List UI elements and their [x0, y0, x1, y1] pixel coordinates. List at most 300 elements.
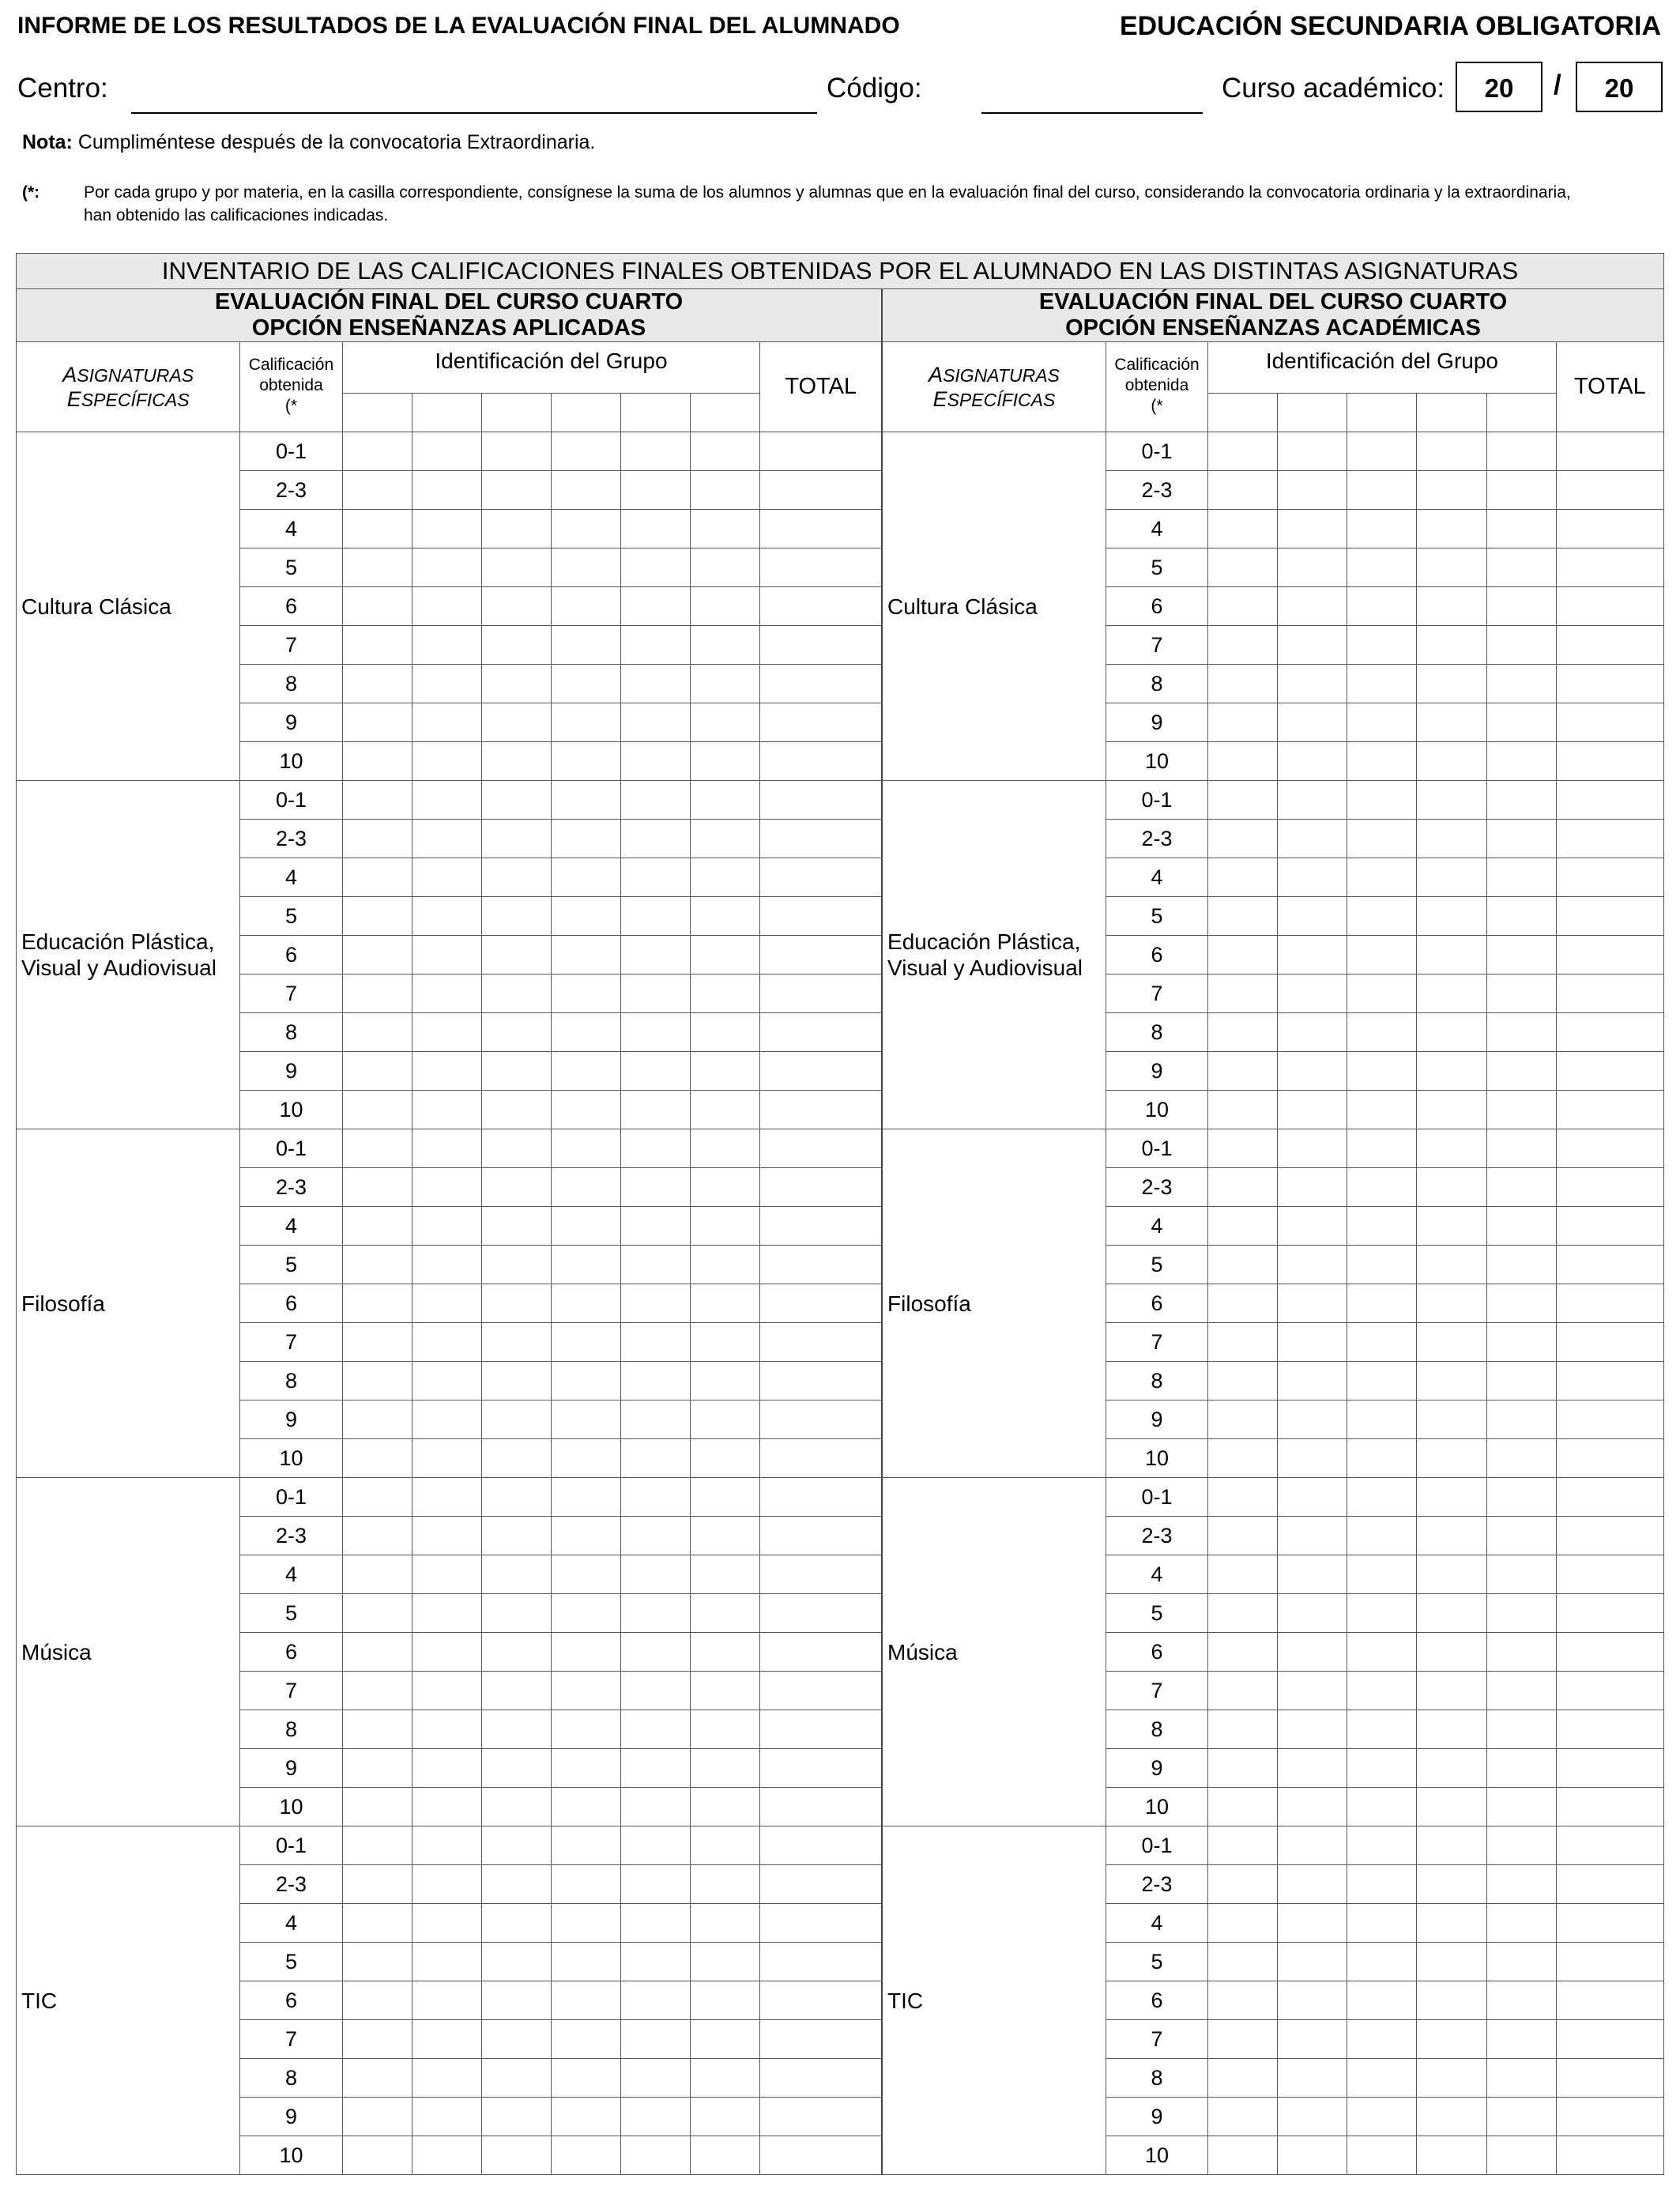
total-cell-right[interactable] — [1556, 1749, 1663, 1788]
count-cell-left[interactable] — [342, 703, 412, 742]
group-id-field-right[interactable] — [1347, 394, 1417, 432]
count-cell-right[interactable] — [1347, 2020, 1417, 2059]
count-cell-left[interactable] — [412, 626, 481, 665]
count-cell-left[interactable] — [621, 858, 691, 897]
count-cell-left[interactable] — [412, 936, 481, 974]
count-cell-left[interactable] — [412, 1555, 481, 1594]
count-cell-left[interactable] — [621, 1826, 691, 1865]
count-cell-left[interactable] — [412, 1981, 481, 2020]
count-cell-right[interactable] — [1347, 1091, 1417, 1129]
count-cell-left[interactable] — [342, 2020, 412, 2059]
count-cell-right[interactable] — [1278, 858, 1347, 897]
count-cell-right[interactable] — [1486, 1284, 1556, 1323]
total-cell-right[interactable] — [1556, 936, 1663, 974]
count-cell-left[interactable] — [551, 1594, 620, 1633]
total-cell-right[interactable] — [1556, 1168, 1663, 1207]
total-cell-right[interactable] — [1556, 1439, 1663, 1478]
count-cell-left[interactable] — [621, 1246, 691, 1284]
count-cell-left[interactable] — [412, 1788, 481, 1826]
count-cell-right[interactable] — [1208, 1246, 1278, 1284]
count-cell-left[interactable] — [691, 1246, 760, 1284]
count-cell-left[interactable] — [342, 1052, 412, 1091]
count-cell-left[interactable] — [481, 1323, 551, 1362]
count-cell-left[interactable] — [551, 1865, 620, 1904]
total-cell-left[interactable] — [760, 1826, 882, 1865]
count-cell-left[interactable] — [481, 2098, 551, 2136]
count-cell-left[interactable] — [481, 1826, 551, 1865]
count-cell-right[interactable] — [1417, 510, 1486, 548]
count-cell-right[interactable] — [1486, 1013, 1556, 1052]
count-cell-left[interactable] — [342, 974, 412, 1013]
group-id-field-left[interactable] — [412, 394, 481, 432]
count-cell-right[interactable] — [1208, 1826, 1278, 1865]
total-cell-left[interactable] — [760, 858, 882, 897]
count-cell-left[interactable] — [691, 1943, 760, 1981]
count-cell-left[interactable] — [481, 703, 551, 742]
count-cell-left[interactable] — [691, 2098, 760, 2136]
count-cell-left[interactable] — [551, 1207, 620, 1246]
count-cell-left[interactable] — [551, 1788, 620, 1826]
total-cell-left[interactable] — [760, 1594, 882, 1633]
count-cell-left[interactable] — [551, 2020, 620, 2059]
count-cell-right[interactable] — [1278, 1091, 1347, 1129]
count-cell-left[interactable] — [551, 2098, 620, 2136]
count-cell-right[interactable] — [1347, 1749, 1417, 1788]
total-cell-right[interactable] — [1556, 1865, 1663, 1904]
count-cell-right[interactable] — [1486, 2098, 1556, 2136]
total-cell-left[interactable] — [760, 1633, 882, 1672]
count-cell-left[interactable] — [621, 897, 691, 936]
count-cell-left[interactable] — [342, 1981, 412, 2020]
total-cell-left[interactable] — [760, 974, 882, 1013]
total-cell-left[interactable] — [760, 936, 882, 974]
count-cell-right[interactable] — [1486, 1362, 1556, 1400]
count-cell-left[interactable] — [412, 742, 481, 781]
count-cell-left[interactable] — [412, 1091, 481, 1129]
count-cell-left[interactable] — [691, 510, 760, 548]
count-cell-left[interactable] — [691, 1362, 760, 1400]
count-cell-left[interactable] — [342, 858, 412, 897]
count-cell-right[interactable] — [1208, 1091, 1278, 1129]
count-cell-right[interactable] — [1417, 1323, 1486, 1362]
total-cell-left[interactable] — [760, 1013, 882, 1052]
count-cell-left[interactable] — [551, 858, 620, 897]
count-cell-left[interactable] — [412, 1904, 481, 1943]
count-cell-left[interactable] — [691, 1904, 760, 1943]
total-cell-left[interactable] — [760, 471, 882, 510]
count-cell-left[interactable] — [551, 432, 620, 471]
count-cell-right[interactable] — [1208, 1943, 1278, 1981]
total-cell-left[interactable] — [760, 2098, 882, 2136]
count-cell-left[interactable] — [481, 548, 551, 587]
count-cell-left[interactable] — [342, 471, 412, 510]
count-cell-right[interactable] — [1486, 510, 1556, 548]
total-cell-right[interactable] — [1556, 548, 1663, 587]
count-cell-left[interactable] — [691, 1284, 760, 1323]
total-cell-left[interactable] — [760, 1517, 882, 1555]
count-cell-left[interactable] — [621, 1207, 691, 1246]
count-cell-left[interactable] — [481, 626, 551, 665]
count-cell-left[interactable] — [481, 1555, 551, 1594]
count-cell-left[interactable] — [621, 1749, 691, 1788]
count-cell-left[interactable] — [621, 510, 691, 548]
count-cell-left[interactable] — [412, 1323, 481, 1362]
count-cell-left[interactable] — [342, 2136, 412, 2175]
count-cell-right[interactable] — [1347, 820, 1417, 858]
count-cell-right[interactable] — [1208, 432, 1278, 471]
count-cell-left[interactable] — [481, 587, 551, 626]
count-cell-left[interactable] — [412, 2020, 481, 2059]
count-cell-left[interactable] — [551, 1284, 620, 1323]
count-cell-right[interactable] — [1486, 626, 1556, 665]
count-cell-left[interactable] — [621, 974, 691, 1013]
count-cell-left[interactable] — [691, 471, 760, 510]
count-cell-right[interactable] — [1417, 1749, 1486, 1788]
count-cell-right[interactable] — [1486, 587, 1556, 626]
count-cell-left[interactable] — [412, 1826, 481, 1865]
count-cell-right[interactable] — [1208, 1517, 1278, 1555]
count-cell-right[interactable] — [1417, 1478, 1486, 1517]
count-cell-right[interactable] — [1417, 2136, 1486, 2175]
count-cell-left[interactable] — [481, 858, 551, 897]
count-cell-left[interactable] — [621, 2020, 691, 2059]
count-cell-left[interactable] — [621, 1904, 691, 1943]
count-cell-right[interactable] — [1208, 858, 1278, 897]
count-cell-right[interactable] — [1486, 1749, 1556, 1788]
count-cell-left[interactable] — [551, 1091, 620, 1129]
count-cell-right[interactable] — [1278, 1323, 1347, 1362]
total-cell-right[interactable] — [1556, 820, 1663, 858]
count-cell-right[interactable] — [1417, 1091, 1486, 1129]
count-cell-left[interactable] — [481, 1052, 551, 1091]
count-cell-left[interactable] — [621, 1943, 691, 1981]
count-cell-left[interactable] — [481, 1633, 551, 1672]
count-cell-right[interactable] — [1208, 1672, 1278, 1710]
count-cell-right[interactable] — [1486, 1129, 1556, 1168]
count-cell-right[interactable] — [1208, 2059, 1278, 2098]
count-cell-left[interactable] — [621, 1594, 691, 1633]
total-cell-left[interactable] — [760, 665, 882, 703]
count-cell-left[interactable] — [481, 1517, 551, 1555]
group-id-field-right[interactable] — [1208, 394, 1278, 432]
count-cell-right[interactable] — [1486, 2136, 1556, 2175]
count-cell-right[interactable] — [1208, 1749, 1278, 1788]
count-cell-left[interactable] — [342, 548, 412, 587]
count-cell-right[interactable] — [1278, 1555, 1347, 1594]
count-cell-right[interactable] — [1347, 1555, 1417, 1594]
total-cell-right[interactable] — [1556, 1710, 1663, 1749]
count-cell-right[interactable] — [1347, 974, 1417, 1013]
total-cell-right[interactable] — [1556, 1943, 1663, 1981]
count-cell-right[interactable] — [1278, 1981, 1347, 2020]
count-cell-right[interactable] — [1278, 1594, 1347, 1633]
count-cell-left[interactable] — [412, 1052, 481, 1091]
count-cell-left[interactable] — [621, 1710, 691, 1749]
group-id-field-left[interactable] — [551, 394, 620, 432]
count-cell-left[interactable] — [621, 936, 691, 974]
count-cell-right[interactable] — [1347, 1439, 1417, 1478]
count-cell-right[interactable] — [1417, 2059, 1486, 2098]
count-cell-left[interactable] — [342, 936, 412, 974]
count-cell-left[interactable] — [342, 1207, 412, 1246]
count-cell-left[interactable] — [551, 897, 620, 936]
count-cell-left[interactable] — [481, 1594, 551, 1633]
count-cell-right[interactable] — [1208, 1362, 1278, 1400]
count-cell-left[interactable] — [621, 703, 691, 742]
count-cell-left[interactable] — [621, 742, 691, 781]
count-cell-right[interactable] — [1278, 1672, 1347, 1710]
count-cell-left[interactable] — [551, 2136, 620, 2175]
count-cell-right[interactable] — [1208, 1981, 1278, 2020]
count-cell-left[interactable] — [481, 936, 551, 974]
total-cell-left[interactable] — [760, 1865, 882, 1904]
count-cell-right[interactable] — [1347, 1788, 1417, 1826]
count-cell-right[interactable] — [1278, 1129, 1347, 1168]
count-cell-right[interactable] — [1208, 820, 1278, 858]
count-cell-left[interactable] — [621, 781, 691, 820]
count-cell-right[interactable] — [1347, 858, 1417, 897]
count-cell-right[interactable] — [1417, 1129, 1486, 1168]
count-cell-left[interactable] — [342, 2059, 412, 2098]
count-cell-right[interactable] — [1417, 471, 1486, 510]
count-cell-left[interactable] — [621, 1362, 691, 1400]
total-cell-left[interactable] — [760, 1052, 882, 1091]
count-cell-right[interactable] — [1278, 1865, 1347, 1904]
count-cell-left[interactable] — [621, 2136, 691, 2175]
count-cell-left[interactable] — [412, 1439, 481, 1478]
count-cell-left[interactable] — [412, 1013, 481, 1052]
count-cell-left[interactable] — [551, 1981, 620, 2020]
total-cell-left[interactable] — [760, 1749, 882, 1788]
count-cell-right[interactable] — [1486, 1865, 1556, 1904]
count-cell-right[interactable] — [1347, 471, 1417, 510]
count-cell-left[interactable] — [481, 2136, 551, 2175]
total-cell-right[interactable] — [1556, 1207, 1663, 1246]
total-cell-left[interactable] — [760, 2059, 882, 2098]
count-cell-right[interactable] — [1486, 1904, 1556, 1943]
total-cell-left[interactable] — [760, 626, 882, 665]
count-cell-left[interactable] — [551, 1672, 620, 1710]
count-cell-left[interactable] — [342, 432, 412, 471]
count-cell-left[interactable] — [621, 1400, 691, 1439]
count-cell-left[interactable] — [621, 432, 691, 471]
count-cell-left[interactable] — [551, 2059, 620, 2098]
total-cell-right[interactable] — [1556, 858, 1663, 897]
group-id-field-left[interactable] — [342, 394, 412, 432]
count-cell-right[interactable] — [1278, 1749, 1347, 1788]
count-cell-right[interactable] — [1347, 1672, 1417, 1710]
count-cell-left[interactable] — [342, 781, 412, 820]
total-cell-left[interactable] — [760, 2136, 882, 2175]
count-cell-right[interactable] — [1486, 1710, 1556, 1749]
count-cell-left[interactable] — [551, 1052, 620, 1091]
count-cell-left[interactable] — [412, 587, 481, 626]
count-cell-right[interactable] — [1486, 665, 1556, 703]
total-cell-right[interactable] — [1556, 1091, 1663, 1129]
count-cell-left[interactable] — [551, 1517, 620, 1555]
count-cell-left[interactable] — [412, 1362, 481, 1400]
total-cell-left[interactable] — [760, 742, 882, 781]
count-cell-right[interactable] — [1486, 742, 1556, 781]
count-cell-right[interactable] — [1208, 742, 1278, 781]
count-cell-right[interactable] — [1417, 1710, 1486, 1749]
count-cell-right[interactable] — [1208, 548, 1278, 587]
count-cell-left[interactable] — [342, 626, 412, 665]
count-cell-right[interactable] — [1278, 820, 1347, 858]
count-cell-left[interactable] — [412, 1517, 481, 1555]
total-cell-right[interactable] — [1556, 471, 1663, 510]
count-cell-left[interactable] — [342, 1517, 412, 1555]
count-cell-left[interactable] — [551, 626, 620, 665]
count-cell-right[interactable] — [1417, 1672, 1486, 1710]
count-cell-right[interactable] — [1278, 1284, 1347, 1323]
count-cell-right[interactable] — [1486, 1943, 1556, 1981]
count-cell-left[interactable] — [481, 1091, 551, 1129]
count-cell-right[interactable] — [1278, 1517, 1347, 1555]
count-cell-left[interactable] — [551, 1633, 620, 1672]
count-cell-left[interactable] — [342, 1246, 412, 1284]
count-cell-left[interactable] — [621, 1633, 691, 1672]
count-cell-left[interactable] — [691, 1555, 760, 1594]
count-cell-left[interactable] — [342, 1594, 412, 1633]
count-cell-right[interactable] — [1278, 1400, 1347, 1439]
count-cell-left[interactable] — [412, 665, 481, 703]
count-cell-left[interactable] — [551, 1246, 620, 1284]
count-cell-left[interactable] — [342, 1710, 412, 1749]
count-cell-left[interactable] — [412, 1710, 481, 1749]
total-cell-right[interactable] — [1556, 781, 1663, 820]
count-cell-left[interactable] — [481, 1207, 551, 1246]
count-cell-left[interactable] — [621, 548, 691, 587]
count-cell-left[interactable] — [551, 1826, 620, 1865]
total-cell-right[interactable] — [1556, 1284, 1663, 1323]
count-cell-right[interactable] — [1347, 1323, 1417, 1362]
count-cell-left[interactable] — [412, 1246, 481, 1284]
count-cell-right[interactable] — [1347, 1246, 1417, 1284]
count-cell-left[interactable] — [481, 1013, 551, 1052]
count-cell-right[interactable] — [1347, 1052, 1417, 1091]
count-cell-left[interactable] — [481, 1943, 551, 1981]
count-cell-right[interactable] — [1208, 1013, 1278, 1052]
count-cell-right[interactable] — [1417, 2098, 1486, 2136]
count-cell-left[interactable] — [691, 1323, 760, 1362]
count-cell-left[interactable] — [481, 1439, 551, 1478]
total-cell-left[interactable] — [760, 1284, 882, 1323]
count-cell-right[interactable] — [1278, 897, 1347, 936]
count-cell-right[interactable] — [1208, 626, 1278, 665]
count-cell-right[interactable] — [1347, 432, 1417, 471]
total-cell-left[interactable] — [760, 1981, 882, 2020]
count-cell-right[interactable] — [1208, 587, 1278, 626]
count-cell-right[interactable] — [1347, 626, 1417, 665]
count-cell-left[interactable] — [691, 1013, 760, 1052]
group-id-field-right[interactable] — [1278, 394, 1347, 432]
total-cell-right[interactable] — [1556, 1400, 1663, 1439]
count-cell-left[interactable] — [551, 1478, 620, 1517]
count-cell-right[interactable] — [1486, 1400, 1556, 1439]
count-cell-right[interactable] — [1278, 1904, 1347, 1943]
count-cell-left[interactable] — [621, 665, 691, 703]
count-cell-right[interactable] — [1278, 1013, 1347, 1052]
count-cell-right[interactable] — [1208, 897, 1278, 936]
count-cell-left[interactable] — [342, 1633, 412, 1672]
total-cell-left[interactable] — [760, 1168, 882, 1207]
count-cell-right[interactable] — [1417, 1981, 1486, 2020]
count-cell-left[interactable] — [342, 1788, 412, 1826]
group-id-field-right[interactable] — [1486, 394, 1556, 432]
count-cell-left[interactable] — [691, 858, 760, 897]
count-cell-left[interactable] — [551, 1400, 620, 1439]
count-cell-right[interactable] — [1417, 548, 1486, 587]
count-cell-right[interactable] — [1208, 1207, 1278, 1246]
count-cell-left[interactable] — [481, 1904, 551, 1943]
count-cell-left[interactable] — [481, 781, 551, 820]
count-cell-right[interactable] — [1417, 1362, 1486, 1400]
count-cell-left[interactable] — [412, 1749, 481, 1788]
count-cell-left[interactable] — [481, 742, 551, 781]
count-cell-right[interactable] — [1347, 1168, 1417, 1207]
count-cell-right[interactable] — [1417, 432, 1486, 471]
count-cell-right[interactable] — [1417, 858, 1486, 897]
total-cell-left[interactable] — [760, 820, 882, 858]
count-cell-left[interactable] — [621, 1284, 691, 1323]
count-cell-right[interactable] — [1347, 1400, 1417, 1439]
count-cell-left[interactable] — [691, 1749, 760, 1788]
count-cell-right[interactable] — [1417, 820, 1486, 858]
total-cell-left[interactable] — [760, 1246, 882, 1284]
count-cell-left[interactable] — [691, 1168, 760, 1207]
count-cell-left[interactable] — [342, 1129, 412, 1168]
count-cell-left[interactable] — [691, 1788, 760, 1826]
count-cell-left[interactable] — [342, 1362, 412, 1400]
count-cell-right[interactable] — [1208, 781, 1278, 820]
count-cell-right[interactable] — [1486, 974, 1556, 1013]
count-cell-left[interactable] — [691, 1865, 760, 1904]
total-cell-right[interactable] — [1556, 1129, 1663, 1168]
total-cell-right[interactable] — [1556, 1788, 1663, 1826]
count-cell-left[interactable] — [621, 1052, 691, 1091]
count-cell-left[interactable] — [481, 1362, 551, 1400]
count-cell-left[interactable] — [342, 1400, 412, 1439]
count-cell-right[interactable] — [1486, 2059, 1556, 2098]
count-cell-right[interactable] — [1208, 974, 1278, 1013]
count-cell-left[interactable] — [412, 1284, 481, 1323]
total-cell-left[interactable] — [760, 2020, 882, 2059]
count-cell-right[interactable] — [1417, 974, 1486, 1013]
group-id-field-left[interactable] — [691, 394, 760, 432]
count-cell-left[interactable] — [621, 1129, 691, 1168]
count-cell-left[interactable] — [621, 471, 691, 510]
count-cell-left[interactable] — [551, 548, 620, 587]
total-cell-left[interactable] — [760, 548, 882, 587]
count-cell-left[interactable] — [691, 1672, 760, 1710]
count-cell-left[interactable] — [342, 2098, 412, 2136]
count-cell-right[interactable] — [1208, 1400, 1278, 1439]
count-cell-right[interactable] — [1347, 548, 1417, 587]
count-cell-left[interactable] — [691, 1478, 760, 1517]
count-cell-left[interactable] — [551, 1904, 620, 1943]
count-cell-right[interactable] — [1347, 1943, 1417, 1981]
count-cell-left[interactable] — [691, 1052, 760, 1091]
count-cell-left[interactable] — [481, 1284, 551, 1323]
count-cell-left[interactable] — [691, 665, 760, 703]
count-cell-left[interactable] — [691, 1517, 760, 1555]
total-cell-left[interactable] — [760, 1710, 882, 1749]
total-cell-left[interactable] — [760, 1362, 882, 1400]
count-cell-right[interactable] — [1278, 974, 1347, 1013]
total-cell-left[interactable] — [760, 1478, 882, 1517]
count-cell-right[interactable] — [1278, 2020, 1347, 2059]
